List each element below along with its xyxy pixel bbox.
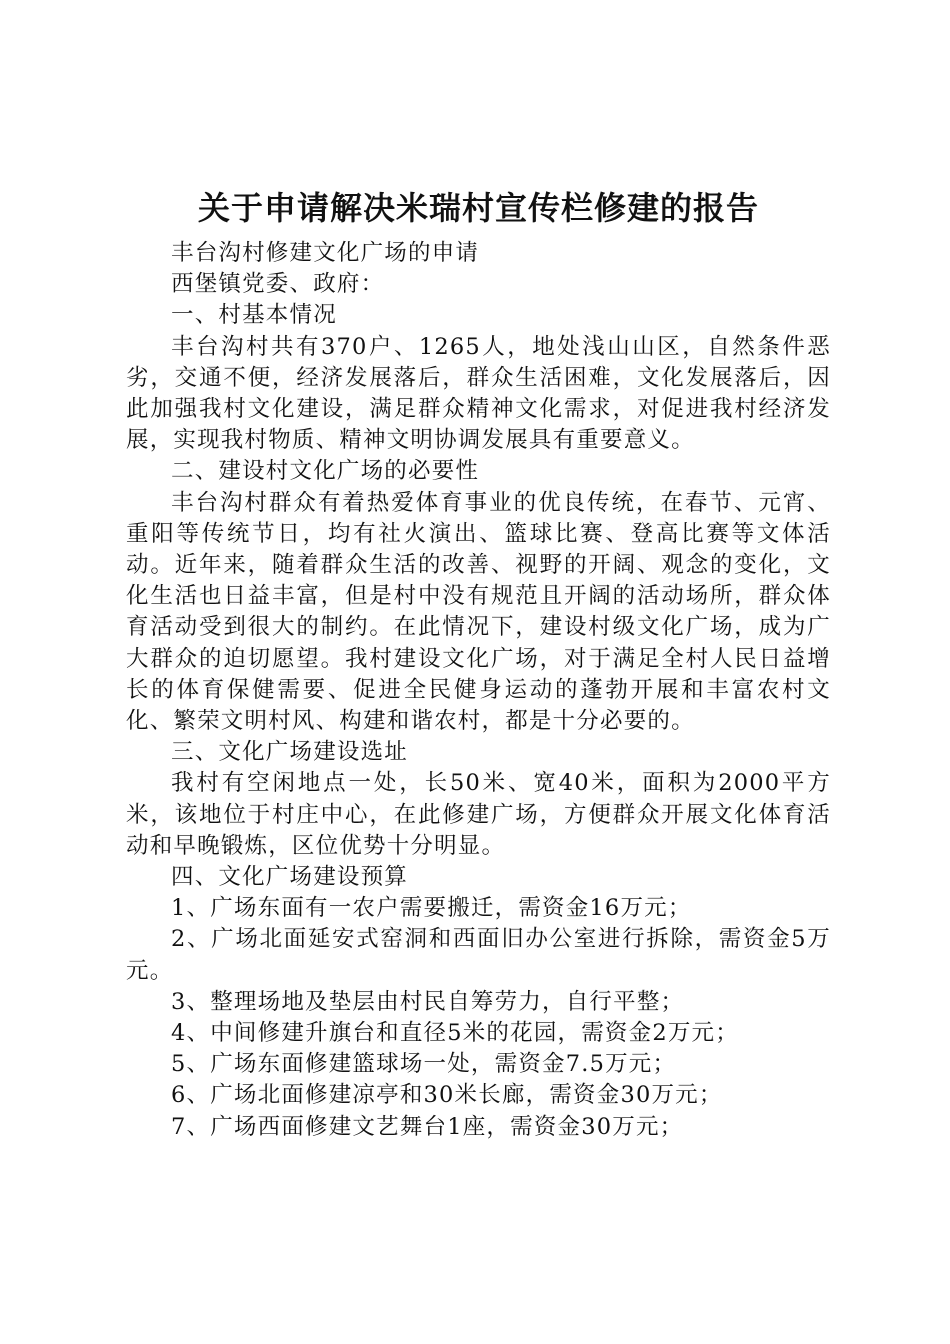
budget-item-3: 3、整理场地及垫层由村民自筹劳力，自行平整；: [171, 988, 685, 1015]
section-heading-4: 四、文化广场建设预算: [171, 864, 409, 891]
paragraph-necessity: 丰台沟村群众有着热爱体育事业的优良传统，在春节、元宵、重阳等传统节日，均有社火演出、篮球比赛、登高比赛等文体活动。近年来，随着群众生活的改善、视野的开阔、观念的变化，文化生活也日益丰富，但是村中没有规范且开阔的活动场所，群众体育活动受到很大的制约。在此情况下，建设村级文化广场，成为广大群众的迫切愿望。我村建设文化广场，对于满足全村人民日益增长的体育保健需要、促进全民健身运动的蓬勃开展和丰富农村文化、繁荣文明村风、构建和谐农村，都是十分必要的。: [126, 489, 831, 735]
budget-item-2: 2、广场北面延安式窑洞和西面旧办公室进行拆除，需资金5万元。: [126, 926, 831, 984]
paragraph-site: 我村有空闲地点一处，长50米、宽40米，面积为2000平方米，该地位于村庄中心，在此修建广场，方便群众开展文化体育活动和早晚锻炼，区位优势十分明显。: [126, 770, 831, 859]
paragraph-village-info: 丰台沟村共有370户、1265人，地处浅山山区，自然条件恶劣，交通不便，经济发展落后，群众生活困难，文化发展落后，因此加强我村文化建设，满足群众精神文化需求，对促进我村经济发展，实现我村物质、精神文明协调发展具有重要意义。: [126, 333, 831, 454]
section-heading-1: 一、村基本情况: [171, 302, 337, 329]
section-heading-2: 二、建设村文化广场的必要性: [171, 458, 480, 485]
budget-item-1: 1、广场东面有一农户需要搬迁，需资金16万元；: [171, 895, 692, 922]
paragraph-salutation: 西堡镇党委、政府：: [171, 271, 385, 298]
budget-item-7: 7、广场西面修建文艺舞台1座，需资金30万元；: [171, 1113, 684, 1140]
document-page: [126, 186, 831, 1143]
budget-item-4: 4、中间修建升旗台和直径5米的花园，需资金2万元；: [171, 1020, 739, 1047]
paragraph-subtitle: 丰台沟村修建文化广场的申请: [171, 240, 480, 266]
section-heading-3: 三、文化广场建设选址: [171, 739, 409, 766]
document-title: 关于申请解决米瑞村宣传栏修建的报告: [197, 189, 759, 227]
document-body: [126, 238, 831, 1143]
budget-item-6: 6、广场北面修建凉亭和30米长廊，需资金30万元；: [171, 1082, 723, 1109]
budget-item-5: 5、广场东面修建篮球场一处，需资金7.5万元；: [171, 1051, 677, 1078]
